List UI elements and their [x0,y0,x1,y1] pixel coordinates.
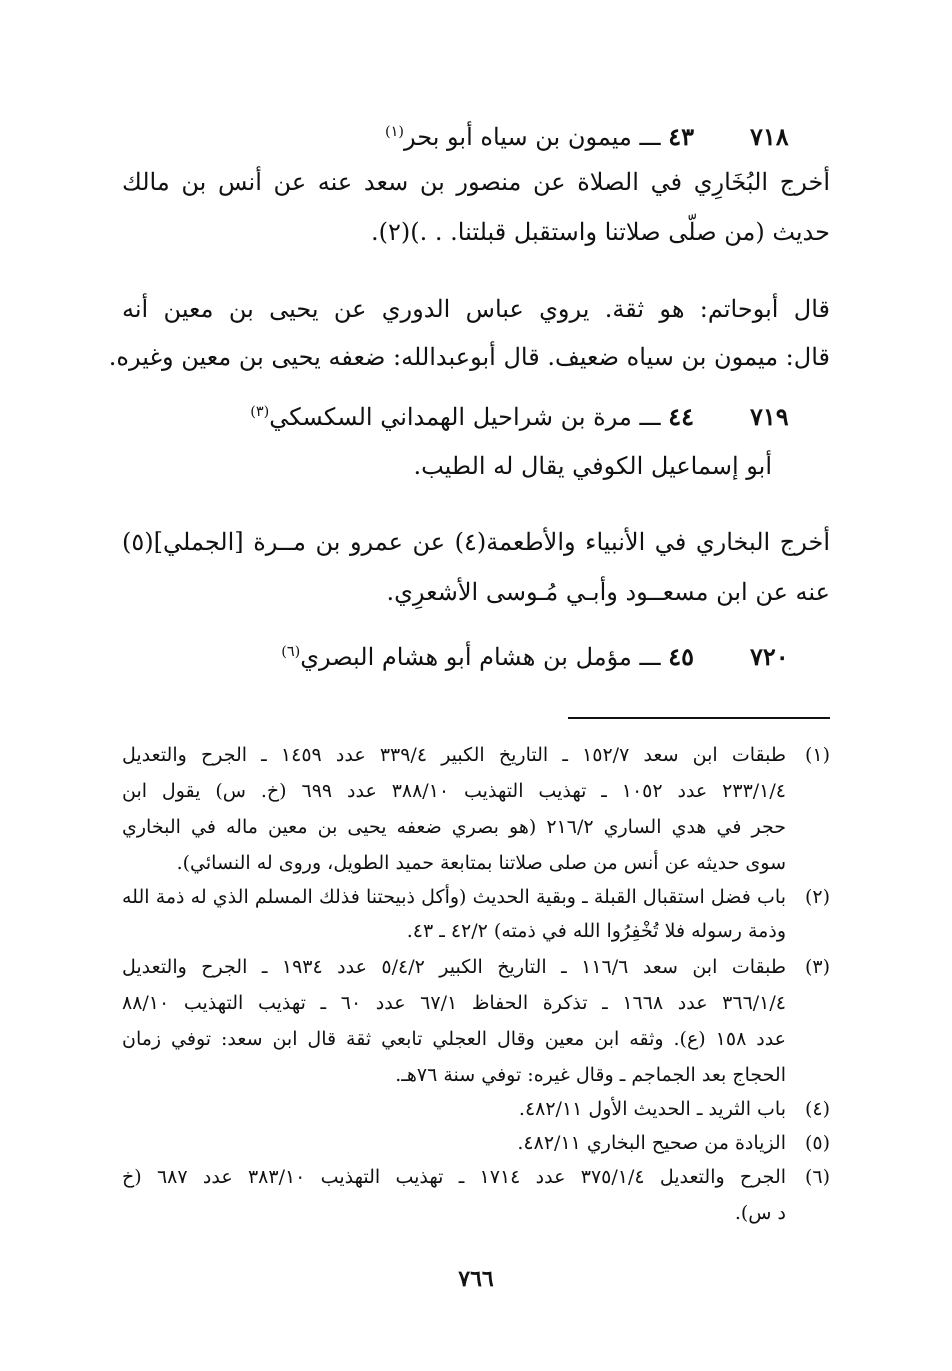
entry-number-global: ٧٢٠ [750,642,789,671]
entry-number-global: ٧١٩ [750,402,789,431]
entry-number-local: ٤٣ [668,122,694,151]
footnote-line: د س). [734,1202,786,1224]
footnote-line: عدد ١٥٨ (ع). وثقه ابن معين وقال العجلي تابعي ثقة قال ابن سعد: توفي زمان [122,1028,787,1050]
page-number: ٧٦٦ [458,1266,494,1292]
footnote-line: طبقات ابن سعد ١٥٢/٧ ـ التاريخ الكبير ٣٣٩/٤ عدد ١٤٥٩ ـ الجرح والتعديل [122,744,786,766]
footnote-ref: (٣) [250,404,270,420]
footnote-number: (٦) [804,1166,830,1188]
entry-heading-text: ـــ مؤمل بن هشام أبو هشام البصري [300,643,661,671]
footnote-number: (٥) [804,1132,830,1154]
entry-heading [250,402,694,431]
entry-body-line: حديث (من صلّى صلاتنا واستقبل قبلتنا. . .)(٢). [371,218,830,246]
entry-heading-text: ـــ مرة بن شراحيل الهمداني السكسكي [269,403,661,431]
entry-body-line: أبو إسماعيل الكوفي يقال له الطيب. [413,452,772,480]
entry-note-line: قال أبوحاتم: هو ثقة. يروي عباس الدوري عن يحيى بن معين أنه [122,295,830,323]
entry-note-line: أخرج البخاري في الأنبياء والأطعمة(٤) عن عمرو بن مــرة [الجملي](٥) [122,528,830,556]
entry-heading [385,122,694,151]
footnote-number: (٤) [804,1098,830,1120]
entry-number-global: ٧١٨ [750,122,789,151]
footnote-line: ٢٣٣/١/٤ عدد ١٠٥٢ ـ تهذيب التهذيب ٣٨٨/١٠ عدد ٦٩٩ (خ. س) يقول ابن [122,780,786,802]
footnote-separator [568,717,830,719]
footnote-line: الحجاج بعد الجماجم ـ وقال غيره: توفي سنة ٧٦هـ. [395,1064,786,1086]
footnote-line: وذمة رسوله فلا تُخْفِرُوا الله في ذمته) ٤٢/٢ ـ ٤٣. [406,920,786,942]
entry-heading-text: ـــ ميمون بن سياه أبو بحر [403,123,661,151]
footnote-line: ٣٦٦/١/٤ عدد ١٦٦٨ ـ تذكرة الحفاظ ٦٧/١ عدد ٦٠ ـ تهذيب التهذيب ٨٨/١٠ [122,992,786,1014]
footnote-line: باب الثريد ـ الحديث الأول ٤٨٢/١١. [518,1098,786,1120]
entry-number-local: ٤٥ [668,642,694,671]
footnote-number: (٣) [804,956,830,978]
entry-number-local: ٤٤ [668,402,694,431]
entry-heading [281,642,694,671]
footnote-ref: (٦) [281,644,301,660]
footnote-line: الزيادة من صحيح البخاري ٤٨٢/١١. [517,1132,786,1154]
footnote-number: (٢) [804,886,830,908]
footnote-line: الجرح والتعديل ٣٧٥/١/٤ عدد ١٧١٤ ـ تهذيب التهذيب ٣٨٣/١٠ عدد ٦٨٧ (خ [122,1166,787,1188]
entry-note-line: قال: ميمون بن سياه ضعيف. قال أبوعبدالله: ضعفه يحيى بن معين وغيره. [108,343,830,371]
footnote-number: (١) [804,744,830,766]
entry-body-line: أخرج البُخَارِي في الصلاة عن منصور بن سعد عنه عن أنس بن مالك [122,168,830,196]
footnote-line: طبقات ابن سعد ١١٦/٦ ـ التاريخ الكبير ٥/٤/٢ عدد ١٩٣٤ ـ الجرح والتعديل [122,956,786,978]
footnote-line: باب فضل استقبال القبلة ـ وبقية الحديث (وأكل ذبيحتنا فذلك المسلم الذي له ذمة الله [122,886,786,908]
footnote-line: سوى حديثه عن أنس من صلى صلاتنا بمتابعة حميد الطويل، وروى له النسائي). [176,852,786,874]
footnote-ref: (١) [385,124,404,140]
footnote-line: حجر في هدي الساري ٢١٦/٢ (هو بصري ضعفه يحيى بن معين ماله في البخاري [122,816,786,838]
entry-note-line: عنه عن ابن مسعــود وأبـي مُـوسى الأشعرِي. [386,578,830,606]
